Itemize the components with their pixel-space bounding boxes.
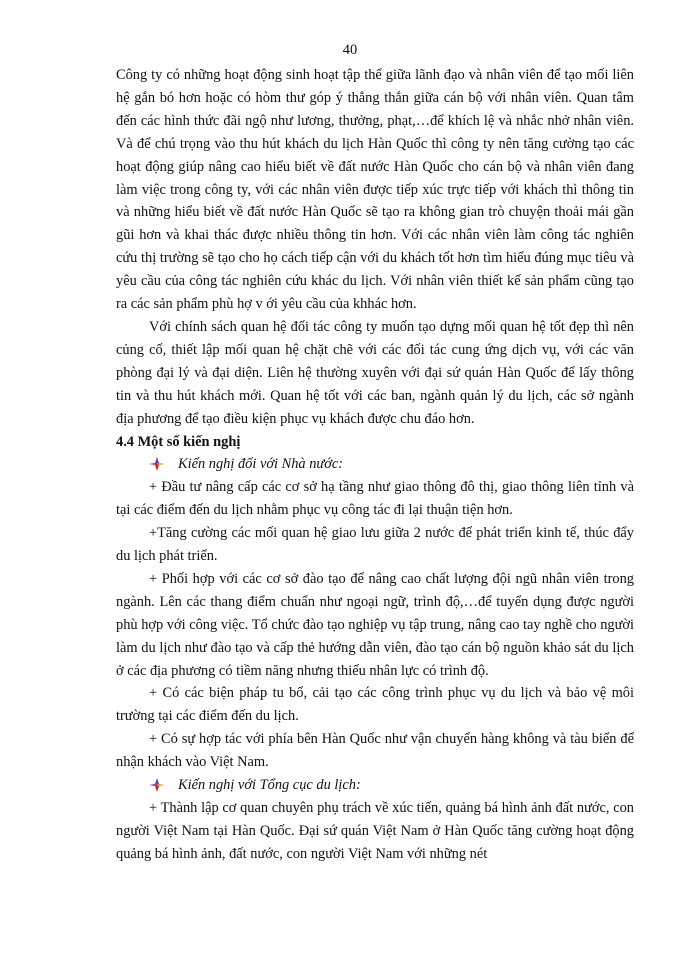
section-heading: 4.4 Một số kiến nghị bbox=[116, 433, 241, 450]
bullet-diamond-icon bbox=[149, 778, 165, 792]
list-item: + Có sự hợp tác với phía bên Hàn Quốc như vận chuyển hàng không và tàu biển để nhận khách vào Việt Nam. bbox=[116, 731, 634, 771]
subsection-title-tourism: Kiến nghị với Tổng cục du lịch: bbox=[178, 777, 361, 794]
paragraph-partner-relations: Với chính sách quan hệ đối tác công ty muốn tạo dựng mối quan hệ tốt đẹp thì nên củng cố, thiết lập mối quan hệ chặt chẽ với các đối tác cung ứng dịch vụ, với các văn phòng đại lý và đại diện. Liên hệ thường xuyên với đại sứ quán Hàn Quốc để lấy thông tin và thu hút khách mới. Quan hệ tốt với các ban, ngành quản lý du lịch, các sở ngành địa phương để tạo điều kiện phục vụ khách được chu đáo hơn. bbox=[116, 318, 634, 427]
list-item: + Phối hợp với các cơ sở đào tạo để nâng cao chất lượng đội ngũ nhân viên trong ngành. Lên các thang điểm chuẩn như ngoại ngữ, trình độ,…để tuyển dụng được người phù hợp với công việc. Tổ chức đào tạo nghiệp vụ tập trung, nâng cao tay nghề cho người làm du lịch như đào tạo và cấp thẻ hướng dẫn viên, đào tạo cán bộ nguồn khảo sát du lịch ở các địa phương có tiềm năng nhưng thiếu nhân lực có trình độ. bbox=[116, 570, 634, 679]
list-item: + Có các biện pháp tu bổ, cải tạo các công trình phục vụ du lịch và bảo vệ môi trường tại các điểm đến du lịch. bbox=[116, 685, 634, 725]
subsection-title-state: Kiến nghị đối với Nhà nước: bbox=[178, 456, 344, 473]
subsection-heading-tourism bbox=[116, 774, 634, 797]
bullet-diamond-icon bbox=[149, 457, 165, 471]
subsection-heading-state bbox=[116, 453, 634, 476]
document-body bbox=[116, 64, 634, 866]
list-item: + Thành lập cơ quan chuyên phụ trách về xúc tiến, quảng bá hình ảnh đất nước, con người Việt Nam tại Hàn Quốc. Đại sứ quán Việt Nam ở Hàn Quốc tăng cường hoạt động quảng bá hình ảnh, đất nước, con người Việt Nam với những nét bbox=[116, 800, 634, 862]
list-item: + Đầu tư nâng cấp các cơ sở hạ tầng như giao thông đô thị, giao thông liên tỉnh và tại các điểm đến du lịch nhằm phục vụ công tác đi lại thuận tiện hơn. bbox=[116, 479, 634, 519]
list-item: +Tăng cường các mối quan hệ giao lưu giữa 2 nước để phát triển kinh tế, thúc đẩy du lịch phát triển. bbox=[116, 525, 634, 565]
paragraph-staff-activities: Công ty có những hoạt động sinh hoạt tập thể giữa lãnh đạo và nhân viên để tạo mối liên hệ gắn bó hơn hoặc có hòm thư góp ý thẳng thắn giữa cán bộ với nhân viên. Quan tâm đến các hình thức đãi ngộ như lương, thưởng, phạt,…để khích lệ và nhắc nhở nhân viên. Và để chú trọng vào thu hút khách du lịch Hàn Quốc thì công ty nên tăng cường tạo các hoạt động giúp nâng cao hiểu biết về đất nước Hàn Quốc cho cán bộ và nhân viên đang làm việc trong công ty, với các nhân viên được tiếp xúc trực tiếp với khách thì thông tin và những hiểu biết về đất nước Hàn Quốc sẽ tạo ra không gian trò chuyện thoải mái gần gũi hơn và khai thác được nhiều thông tin hơn. Với các nhân viên làm công tác nghiên cứu thị trường sẽ tạo cho họ cách tiếp cận với du khách tốt hơn tìm hiểu đúng mục tiêu và yêu cầu của công tác nghiên cứu khác du lịch. Với nhân viên thiết kế sản phẩm cũng tạo ra các sản phẩm phù hợ v ới yêu cầu của khhác hơn. bbox=[116, 67, 634, 313]
page-number: 40 bbox=[342, 42, 358, 58]
